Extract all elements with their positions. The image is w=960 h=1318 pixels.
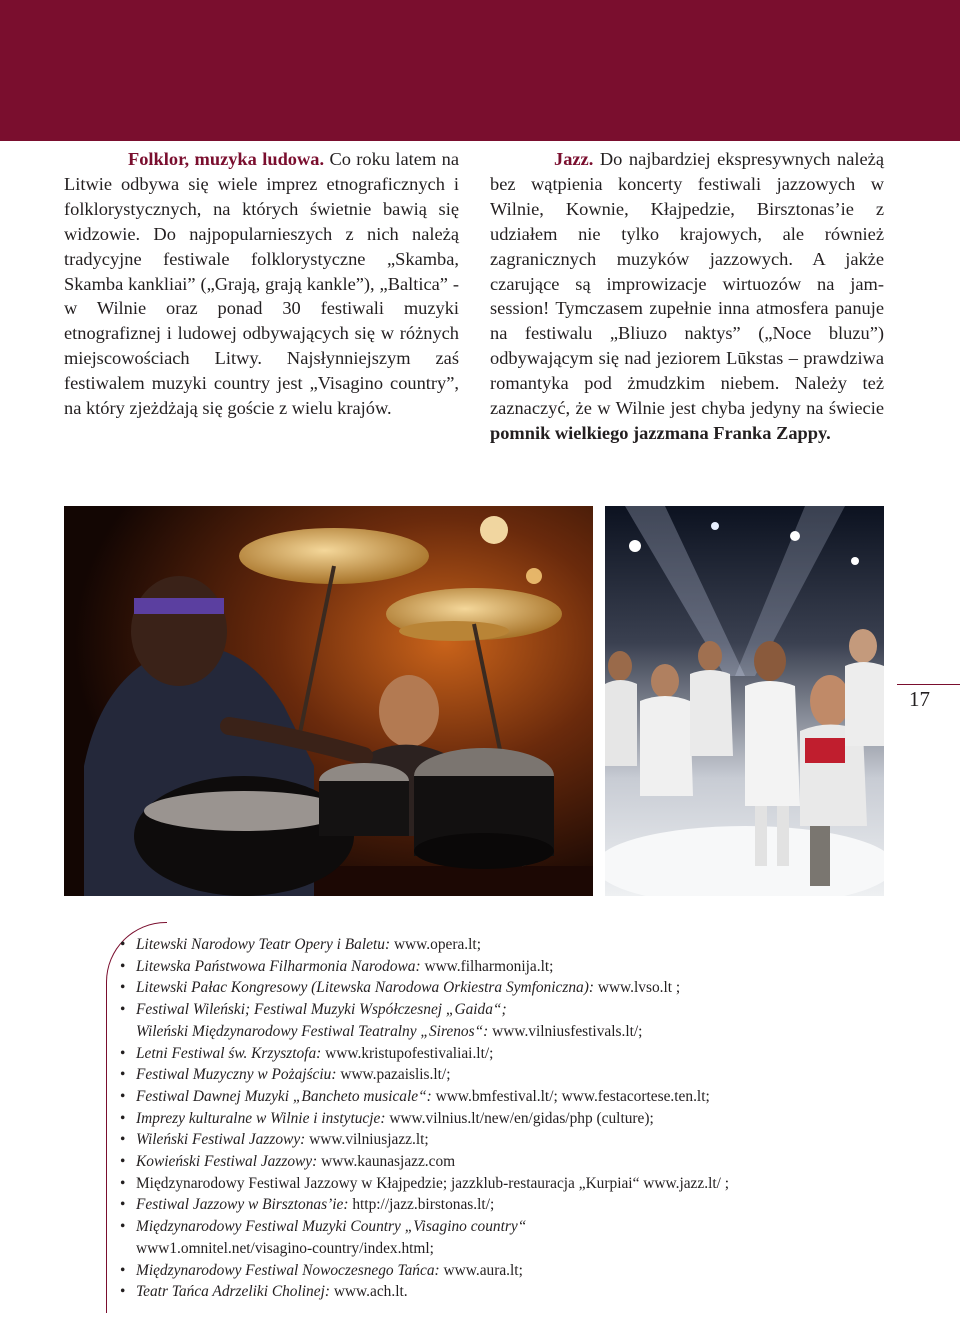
drummer-photo	[64, 506, 593, 896]
link-item: • Festiwal Dawnej Muzyki „Bancheto musicale“: www.bmfestival.lt/; www.festacortese.ten.lt;	[118, 1086, 878, 1108]
link-item: • Międzynarodowy Festiwal Jazzowy w Kłajpedzie; jazzklub-restauracja „Kurpiai“ www.jazz.lt/ ;	[118, 1173, 878, 1195]
page-number: 17	[909, 687, 930, 711]
link-item: • Litewski Narodowy Teatr Opery i Baletu: www.opera.lt;	[118, 934, 878, 956]
jazz-heading: Jazz.	[554, 149, 594, 169]
dance-illustration	[605, 506, 884, 896]
jazz-column	[490, 147, 884, 446]
link-item: • Litewski Pałac Kongresowy (Litewska Narodowa Orkiestra Symfoniczna): www.lvso.lt ;	[118, 977, 878, 999]
link-item: • Imprezy kulturalne w Wilnie i instytucje: www.vilnius.lt/new/en/gidas/php (culture);	[118, 1108, 878, 1130]
folklore-paragraph	[64, 147, 459, 421]
links-list	[118, 934, 878, 1303]
drummer-illustration	[64, 506, 593, 896]
link-item: • Festiwal Jazzowy w Birsztonas’ie: http://jazz.birstonas.lt/;	[118, 1194, 878, 1216]
folklore-column	[64, 147, 459, 421]
link-item: • Litewska Państwowa Filharmonia Narodowa: www.filharmonija.lt;	[118, 956, 878, 978]
jazz-text: Do najbardziej ekspresywnych należą bez wątpienia koncerty festiwali jazzowych w Wilnie, Kownie, Kłajpedzie, Birsztonas’ie z udziałem nie tylko krajowych, ale również zagranicznych muzyków jazzowych. A jakże czarujące są improwizacje wirtuozów na jam-session! Tymczasem zupełnie inna atmosfera panuje na festiwalu „Bliuzo naktys” („Noce bluzu”) odbywającym się nad jeziorem Lūkstas – prawdziwa romantyka pod żmudzkim niebem. Należy też zaznaczyć, że w Wilnie jest chyba jedyny na świecie	[490, 149, 884, 419]
link-item: www1.omnitel.net/visagino-country/index.html;	[136, 1239, 434, 1257]
link-item: Wileński Międzynarodowy Festiwal Teatralny „Sirenos“: www.vilniusfestivals.lt/;	[136, 1022, 643, 1040]
link-item: • Wileński Festiwal Jazzowy: www.vilniusjazz.lt;	[118, 1129, 878, 1151]
jazz-paragraph	[490, 147, 884, 446]
dance-party-photo	[605, 506, 884, 896]
link-item: • Międzynarodowy Festiwal Muzyki Country „Visagino country“	[118, 1216, 878, 1238]
folklore-heading: Folklor, muzyka ludowa.	[128, 149, 325, 169]
zappa-monument-text: pomnik wielkiego jazzmana Franka Zappy.	[490, 422, 831, 443]
header-band	[0, 0, 960, 141]
link-item: • Międzynarodowy Festiwal Nowoczesnego Tańca: www.aura.lt;	[118, 1260, 878, 1282]
folklore-text: Co roku latem na Litwie odbywa się wiele imprez etnograficznych i folklorystycznych, na których świetnie bawią się widzowie. Do najpopularnieszych z nich należą tradycyjne festiwale folklorystyczne „Skamba, Skamba kankliai” („Grają, grają kankle”), „Baltica” - w Wilnie oraz ponad 30 festiwali muzyki etnografiznej i ludowej odbywających się w różnych miejscowościach Litwy. Najsłynniejszym zaś festiwalem muzyki country jest „Visagino country”, na który zjeżdżają się goście z wielu krajów.	[64, 149, 459, 419]
link-item: • Letni Festiwal św. Krzysztofa: www.kristupofestivaliai.lt/;	[118, 1043, 878, 1065]
link-item: • Festiwal Wileński; Festiwal Muzyki Współczesnej „Gaida“;	[118, 999, 878, 1021]
link-item: • Festiwal Muzyczny w Pożajściu: www.pazaislis.lt/;	[118, 1064, 878, 1086]
link-item: • Kowieński Festiwal Jazzowy: www.kaunasjazz.com	[118, 1151, 878, 1173]
link-item: • Teatr Tańca Adrzeliki Cholinej: www.ach.lt.	[118, 1281, 878, 1303]
